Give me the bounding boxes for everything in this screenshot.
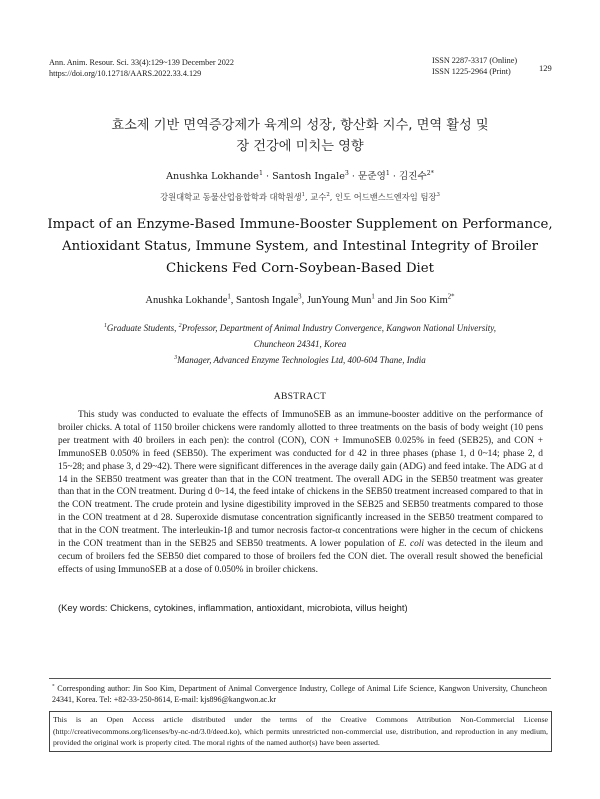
korean-affiliation-text: , 인도 어드밴스드엔자임 팀장 [329,192,437,202]
english-title [40,214,560,280]
doi-link[interactable]: https://doi.org/10.12718/AARS.2022.33.4.129 [49,68,202,78]
journal-header [49,58,234,79]
greek-symbol: β [227,526,233,537]
author-name: Anushka Lokhande [145,295,228,306]
license-box: This is an Open Access article distributed under the terms of the Creative Commons Attribution Non-Commercial License (http://creativecommons.org/licenses/by-nc-nd/3.0/deed.ko), which permits unrestricted non-commercial use, distribution, and reproduction in any medium, provided the original work is properly cited. The moral rights of the named author(s) have been asserted. [49,711,552,752]
author-separator: · [348,171,359,182]
korean-author-name: 김진수 [398,171,427,182]
footnote-mark: * [52,683,55,690]
author-sup: 1 [385,169,390,177]
species-name: E. coli [398,539,425,550]
english-title-line3: Chickens Fed Corn-Soybean-Based Diet [166,261,434,276]
issn-block [432,56,517,77]
abstract-text: This study was conducted to evaluate the effects of ImmunoSEB as an immune-booster additive on the performance of broiler chicks. A total of 1150 broiler chickens were randomly allotted to three treatments on the basis of body weight (10 pens per treatment with 40 broilers in each pen): the control (CON), CON + ImmunoSEB 0.025% in feed (SEB25), and CON + ImmunoSEB 0.050% in feed (SEB50). The experiment was conducted for d 42 in three phases (phase 1, d 0~14; phase 2, d 15~28; and phase 3, d 29~42). There were significant differences in the average daily gain (ADG) and feed intake. The ADG at d 14 in the SEB50 treatment was greater than that in the CON treatment. The overall ADG in the SEB50 treatment was greater than that in the CON treatment. During d 0~14, the feed intake of chickens in the SEB50 treatment increased compared to that in the CON treatment. The crude protein and lysine digestibility improved in the SEB25 and SEB50 treatments compared to those in the CON treatment at d 28. Superoxide dismutase concentration significantly increased in the SEB50 treatment compared to that in the CON treatment. The interleukin-1 [58,410,543,537]
author-sup: 2* [447,293,455,301]
issn-online: ISSN 2287-3317 (Online) [432,56,518,65]
korean-authors [40,168,560,182]
english-authors [40,295,560,306]
affiliation-text: Professor, Department of Animal Industry Convergence, Kangwon National University, [181,323,496,333]
english-affiliations [40,320,560,368]
author-separator: and [374,295,396,306]
affiliation-text: Graduate Students, [106,323,179,333]
affiliation-text: Manager, Advanced Enzyme Technologies Ltd, 400-604 Thane, India [177,355,426,365]
author-name: Santosh Ingale [236,295,299,306]
author-separator: , [230,295,237,306]
footnote-divider [49,678,551,679]
author-sup: 1 [227,293,231,301]
affiliation-sup: 2 [178,323,182,329]
korean-author-name: Anushka Lokhande [166,171,259,182]
korean-affiliation-text: 강원대학교 동물산업융합학과 대학원생 [160,192,302,202]
keywords: (Key words: Chickens, cytokines, inflammation, antioxidant, microbiota, villus height) [58,602,408,613]
korean-affiliation-text: , 교수 [305,192,327,202]
english-title-line1: Impact of an Enzyme-Based Immune-Booster Supplement on Performance, [47,217,553,232]
korean-affiliation [40,191,560,203]
affiliation-sup: 1 [301,192,306,199]
affiliation-sup: 2 [326,192,330,199]
abstract-body [58,409,543,577]
korean-title-line2: 장 건강에 미치는 영향 [236,139,364,154]
korean-author-name: 문준영 [358,171,386,182]
corresponding-text: Corresponding author: Jin Soo Kim, Department of Animal Convergence Industry, College of Animal Life Science, Kangwon University, Chuncheon 24341, Korea. Tel: +82-33-250-8614, E-mail: kjs896@kangwon.ac.kr [52,684,548,704]
author-separator: · [389,171,399,182]
korean-title-line1: 효소제 기반 면역증강제가 육계의 성장, 항산화 지수, 면역 활성 및 [111,118,489,133]
corresponding-author-note [52,683,547,705]
abstract-text: was detected in the ileum and cecum of broilers fed the SEB50 diet compared to those of broilers fed the CON diet. The overall result showed the beneficial effects of using ImmunoSEB at a dose of 0.050% in broiler chickens. [58,539,543,575]
issn-print: ISSN 1225-2964 (Print) [432,66,511,76]
abstract-heading: ABSTRACT [273,391,327,402]
author-separator: , [301,295,307,306]
korean-author-name: Santosh Ingale [272,171,345,182]
english-title-line2: Antioxidant Status, Immune System, and Intestinal Integrity of Broiler [62,239,538,254]
author-sup: 1 [258,169,263,177]
author-sup: 1 [371,293,375,301]
page-number: 129 [539,63,552,73]
affiliation-sup: 1 [104,323,107,329]
affiliation-sup: 3 [174,355,178,361]
greek-symbol: α [335,526,341,537]
affiliation-line3 [40,352,560,368]
abstract-text: and tumor necrosis factor- [232,526,336,537]
affiliation-line2: Chuncheon 24341, Korea [253,339,347,349]
affiliation-sup: 3 [436,192,440,199]
author-name: JunYoung Mun [306,295,372,306]
korean-title [40,115,560,157]
abstract-text: concentrations were higher in the cecum of chickens in the CON treatment than in the SEB25 and SEB50 treatments. A lower population of [58,526,543,550]
affiliation-line1 [40,320,560,336]
author-sup: 3 [344,169,349,177]
author-sup: 3 [298,293,302,301]
author-separator: · [262,171,273,182]
author-sup: 2* [426,169,434,177]
author-name: Jin Soo Kim [395,295,448,306]
journal-citation: Ann. Anim. Resour. Sci. 33(4):129~139 December 2022 [49,58,234,67]
